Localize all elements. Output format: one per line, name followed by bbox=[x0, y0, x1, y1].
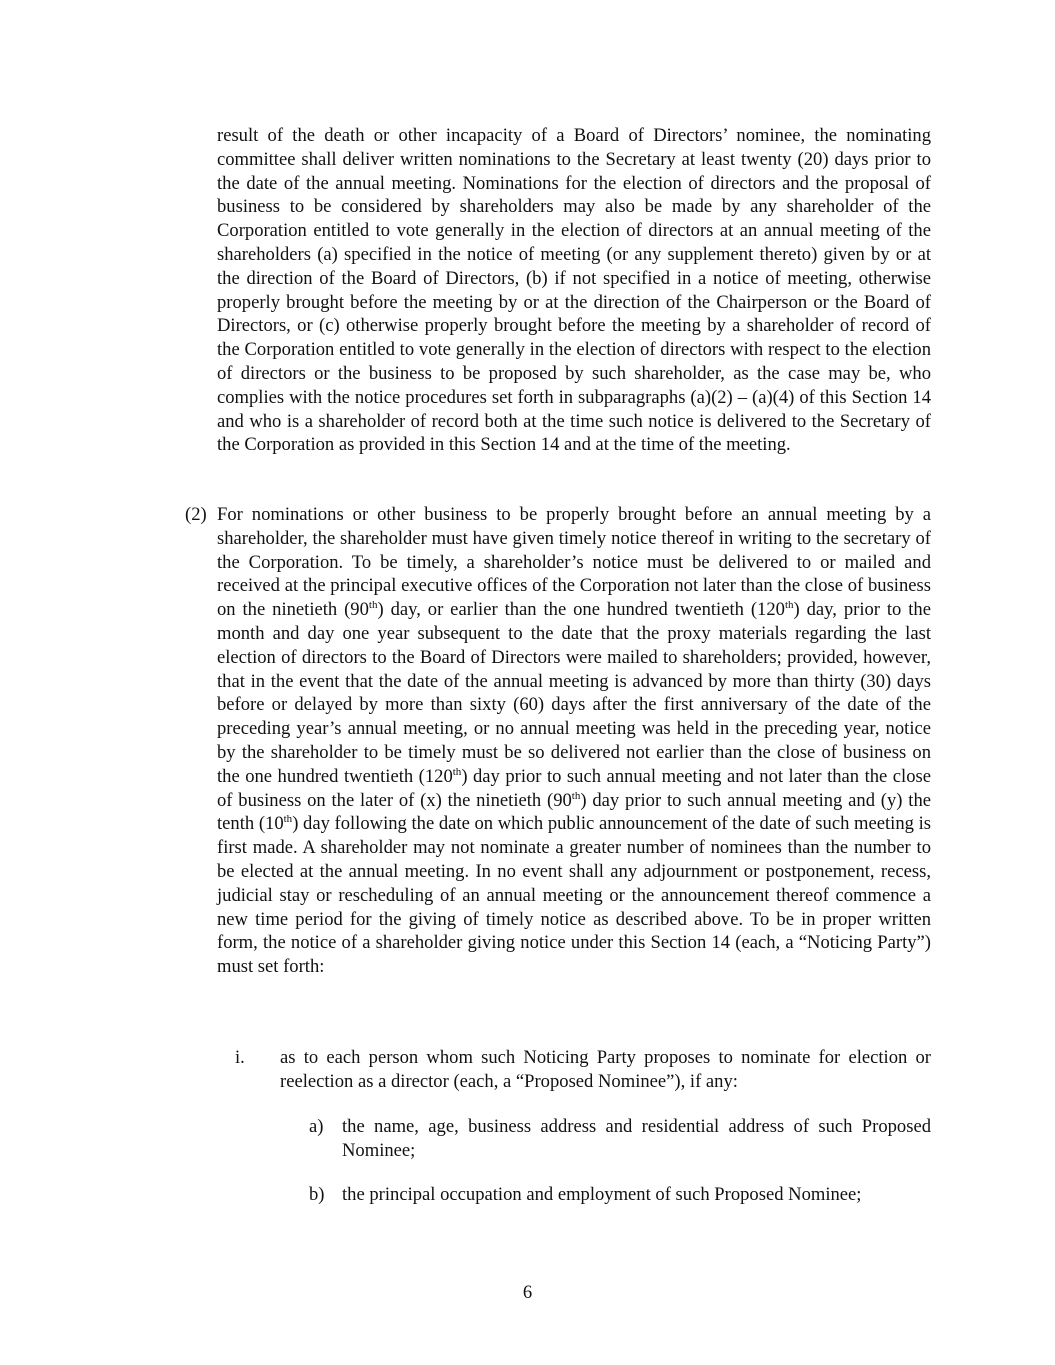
list-item-2-label: (2) bbox=[185, 504, 207, 525]
list-item-b-text: the principal occupation and employment of such Proposed Nominee; bbox=[342, 1184, 862, 1205]
list-item-a bbox=[309, 1115, 931, 1163]
paragraph-continuation: result of the death or other incapacity of a Board of Directors’ nominee, the nominating committee shall deliver written nominations to the Secretary at least twenty (20) days prior to the date of the annual meeting. Nominations for the election of directors and the proposal of business to be considered by shareholders may also be made by any shareholder of the Corporation entitled to vote generally in the election of directors at an annual meeting of the shareholders (a) specified in the notice of meeting (or any supplement thereto) given by or at the direction of the Board of Directors, (b) if not specified in a notice of meeting, otherwise properly brought before the meeting by or at the direction of the Chairperson or the Board of Directors, or (c) otherwise properly brought before the meeting by a shareholder of record of the Corporation entitled to vote generally in the election of directors with respect to the election of directors or the business to be proposed by such shareholder, as the case may be, who complies with the notice procedures set forth in subparagraphs (a)(2) – (a)(4) of this Section 14 and who is a shareholder of record both at the time such notice is delivered to the Secretary of the Corporation as provided in this Section 14 and at the time of the meeting. bbox=[217, 125, 931, 456]
list-item-b bbox=[309, 1183, 931, 1207]
list-item-i bbox=[235, 1046, 931, 1094]
list-item-2 bbox=[185, 503, 931, 979]
list-item-a-label: a) bbox=[309, 1116, 324, 1137]
list-item-i-label: i. bbox=[235, 1047, 245, 1068]
list-item-2-text: For nominations or other business to be properly brought before an annual meeting by a shareholder, the shareholder must have given timely notice thereof in writing to the secretary of the Corporation. To be timely, a shareholder’s notice must be delivered to or mailed and received at the principal executive offices of the Corporation not later than the close of business on the ninetieth (90th) day, or earlier than the one hundred twentieth (120th) day, prior to the month and day one year subsequent to the date that the proxy materials regarding the last election of directors to the Board of Directors were mailed to shareholders; provided, however, that in the event that the date of the annual meeting is advanced by more than thirty (30) days before or delayed by more than sixty (60) days after the first anniversary of the date of the preceding year’s annual meeting, or no annual meeting was held in the preceding year, notice by the shareholder to be timely must be so delivered not earlier than the close of business on the one hundred twentieth (120th) day prior to such annual meeting and not later than the close of business on the later of (x) the ninetieth (90th) day prior to such annual meeting and (y) the tenth (10th) day following the date on which public announcement of the date of such meeting is first made. A shareholder may not nominate a greater number of nominees than the number to be elected at the annual meeting. In no event shall any adjournment or postponement, recess, judicial stay or rescheduling of an annual meeting or the announcement thereof commence a new time period for the giving of timely notice as described above. To be in proper written form, the notice of a shareholder giving notice under this Section 14 (each, a “Noticing Party”) must set forth: bbox=[217, 504, 931, 978]
list-item-i-text: as to each person whom such Noticing Party proposes to nominate for election or reelection as a director (each, a “Proposed Nominee”), if any: bbox=[280, 1047, 931, 1092]
page-number: 6 bbox=[522, 1282, 533, 1303]
list-item-a-text: the name, age, business address and residential address of such Proposed Nominee; bbox=[342, 1116, 931, 1161]
list-item-b-label: b) bbox=[309, 1184, 325, 1205]
